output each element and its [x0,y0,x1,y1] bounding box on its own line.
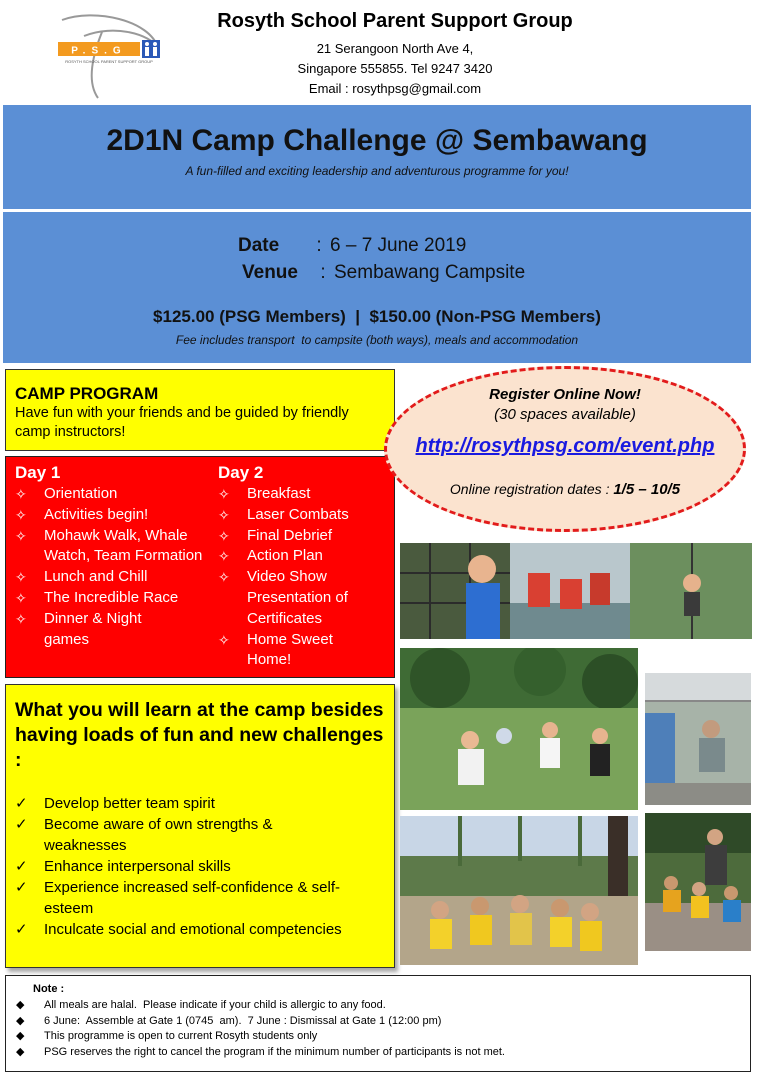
note-text: PSG reserves the right to cancel the program if the minimum number of participants is not met. [44,1045,505,1058]
check-icon: ✓ [15,921,28,938]
learn-list [15,793,390,940]
item-text: Enhance interpersonal skills [44,858,231,875]
star-bullet-icon: ✧ [218,569,230,586]
item-text: Lunch and Chill [44,568,148,586]
address-line-2: Singapore 555855. Tel 9247 3420 [297,61,493,76]
venue-row [242,259,525,286]
venue-label: Venue [242,262,298,283]
check-icon: ✓ [15,858,28,875]
note-text: This programme is open to current Rosyth students only [44,1030,318,1042]
list-item [15,919,390,940]
item-text: Video Show Presentation of Certificates [247,568,348,627]
learn-heading: What you will learn at the camp besides having loads of fun and new challenges : [15,699,384,771]
item-text: The Incredible Race [44,588,179,606]
note-text: 6 June: Assemble at Gate 1 (0745 am). 7 June : Dismissal at Gate 1 (12:00 pm) [44,1014,442,1027]
star-bullet-icon: ✧ [15,527,27,544]
item-text: Become aware of own strengths & weaknesses [44,816,273,854]
star-bullet-icon: ✧ [15,506,27,523]
learn-box [5,684,395,968]
note-item [16,1014,505,1030]
list-item [218,526,388,547]
psg-logo [54,14,166,100]
list-item [15,567,215,588]
group-circle-photo [400,816,638,965]
logo-subtext: ROSYTH SCHOOL PARENT SUPPORT GROUP [65,59,153,64]
date-label: Date [238,235,280,256]
camp-program-box [5,369,395,451]
date-venue [238,232,525,286]
list-item [218,484,388,505]
check-icon: ✓ [15,816,28,833]
list-item [15,588,215,609]
star-bullet-icon: ✧ [15,569,27,586]
note-item [16,998,505,1014]
notes-box [5,975,751,1072]
list-item [218,505,388,526]
list-item [15,484,215,505]
venue-colon: : [320,262,326,283]
date-row [238,232,525,259]
star-bullet-icon: ✧ [218,548,230,565]
list-item [15,793,390,814]
register-dates-value: 1/5 – 10/5 [613,481,681,498]
register-dates-label: Online registration dates : [449,481,614,497]
diamond-bullet-icon: ◆ [16,1030,25,1042]
date-value: 6 – 7 June 2019 [330,235,467,256]
camp-tagline: A fun-filled and exciting leadership and adventurous programme for you! [185,164,569,178]
program-title: CAMP PROGRAM [15,384,159,403]
days-box [5,456,395,678]
item-text: Breakfast [247,485,311,502]
star-bullet-icon: ✧ [218,506,230,523]
item-text: Dinner & Night games [44,609,142,648]
email-line[interactable]: Email : rosythpsg@gmail.com [308,81,482,96]
list-item [15,526,215,568]
item-text: Mohawk Walk, Whale Watch, Team Formation [44,526,203,565]
resting-kids-photo [645,813,751,951]
band-divider [3,209,751,212]
item-text: Orientation [44,485,118,502]
check-icon: ✓ [15,795,28,812]
org-header [170,10,620,99]
list-item [15,877,390,919]
register-title: Register Online Now! [489,386,641,403]
camp-title: 2D1N Camp Challenge @ Sembawang [106,124,648,157]
notes-title: Note : [33,983,65,995]
program-description: Have fun with your friends and be guided by friendly camp instructors! [15,405,349,440]
item-text: Inculcate social and emotional competencies [44,921,342,938]
activity-photo-strip [400,543,752,639]
note-item [16,1029,505,1045]
day-2-column [218,463,388,671]
day-heading: Day 1 [15,463,61,482]
star-bullet-icon: ✧ [218,631,230,648]
star-bullet-icon: ✧ [15,610,27,627]
venue-value: Sembawang Campsite [334,262,526,283]
diamond-bullet-icon: ◆ [16,999,25,1011]
diamond-bullet-icon: ◆ [16,1045,25,1058]
register-dates [387,481,743,498]
list-item [15,609,215,651]
list-item [218,546,388,567]
note-item [16,1045,505,1061]
list-item [15,856,390,877]
fee-note: Fee includes transport to campsite (both ways), meals and accommodation [175,333,579,347]
org-name: Rosyth School Parent Support Group [217,10,573,32]
register-link[interactable]: http://rosythpsg.com/event.php [415,435,715,457]
notes-list [16,998,505,1060]
list-item [15,505,215,526]
item-text: Final Debrief [247,526,333,544]
date-colon: : [316,235,322,256]
item-text: Experience increased self-confidence & self-esteem [44,879,340,917]
diamond-bullet-icon: ◆ [16,1014,25,1027]
note-text: All meals are halal. Please indicate if your child is allergic to any food. [44,999,386,1011]
item-text: Activities begin! [44,505,149,523]
star-bullet-icon: ✧ [15,589,27,606]
item-text: Laser Combats [247,505,349,523]
address-line-1: 21 Serangoon North Ave 4, [316,41,474,56]
list-item [218,630,388,672]
day-heading: Day 2 [218,463,264,482]
list-item [15,814,390,856]
star-bullet-icon: ✧ [218,486,230,502]
star-bullet-icon: ✧ [218,527,230,544]
fitness-activity-photo [645,673,751,805]
field-game-photo [400,648,638,810]
day-1-column [15,463,215,650]
item-text: Develop better team spirit [44,795,215,812]
register-spaces: (30 spaces available) [494,406,636,423]
star-bullet-icon: ✧ [15,486,27,502]
list-item [218,567,388,629]
check-icon: ✓ [15,879,28,896]
item-text: Home Sweet Home! [247,630,333,669]
logo-text: P.S.G [71,45,127,57]
item-text: Action Plan [247,547,323,565]
register-callout [384,366,746,532]
prices: $125.00 (PSG Members) | $150.00 (Non-PSG Members) [153,307,601,326]
